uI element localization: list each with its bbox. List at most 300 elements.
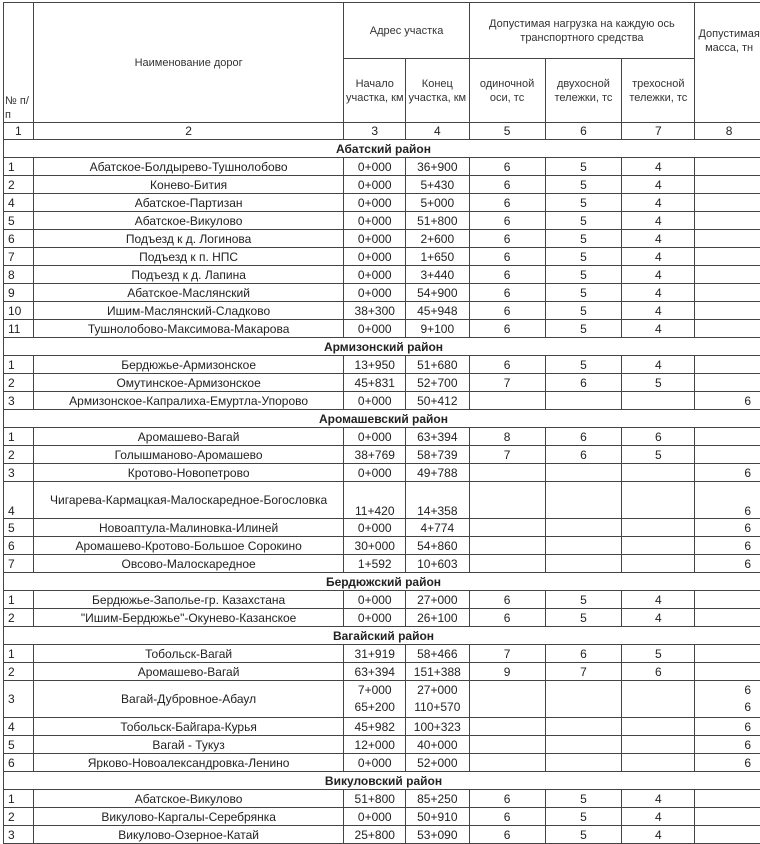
road-name: Аромашево-Вагай xyxy=(33,428,344,446)
table-row xyxy=(4,537,760,555)
double-axle-load xyxy=(545,754,622,772)
triple-axle-load xyxy=(622,519,695,537)
table-row xyxy=(4,826,760,844)
road-name: Ишим-Маслянский-Сладково xyxy=(33,302,344,320)
triple-axle-load xyxy=(622,736,695,754)
permitted-mass xyxy=(695,826,760,844)
start-km: 0+000 xyxy=(344,212,406,230)
row-number: 2 xyxy=(4,808,34,826)
triple-axle-load xyxy=(622,754,695,772)
single-axle-load xyxy=(469,392,545,410)
triple-axle-load: 4 xyxy=(622,266,695,284)
end-km: 54+860 xyxy=(406,537,470,555)
row-number: 1 xyxy=(4,428,34,446)
triple-axle-load xyxy=(622,537,695,555)
double-axle-load xyxy=(545,482,622,519)
start-km: 0+000 xyxy=(344,266,406,284)
permitted-mass xyxy=(695,320,760,338)
single-axle-load: 7 xyxy=(469,645,545,663)
table-row xyxy=(4,555,760,573)
end-km: 100+323 xyxy=(406,718,470,736)
single-axle-load xyxy=(469,718,545,736)
road-name: Тобольск-Вагай xyxy=(33,645,344,663)
table-row xyxy=(4,356,760,374)
permitted-mass xyxy=(695,663,760,681)
permitted-mass: 6 xyxy=(695,519,760,537)
end-km: 10+603 xyxy=(406,555,470,573)
header-road-name: Наименование дорог xyxy=(33,3,344,123)
triple-axle-load xyxy=(622,555,695,573)
start-km: 25+800 xyxy=(344,826,406,844)
triple-axle-load: 5 xyxy=(622,446,695,464)
region-title: Бердюжский район xyxy=(4,573,760,591)
row-number: 3 xyxy=(4,392,34,410)
column-index: 5 xyxy=(469,123,545,140)
column-index: 4 xyxy=(406,123,470,140)
single-axle-load: 6 xyxy=(469,158,545,176)
double-axle-load: 5 xyxy=(545,790,622,808)
triple-axle-load: 6 xyxy=(622,663,695,681)
region-header xyxy=(4,772,760,790)
table-row xyxy=(4,736,760,754)
permitted-mass: 6 xyxy=(695,482,760,519)
region-title: Викуловский район xyxy=(4,772,760,790)
road-name: Вагай-Дубровное-Абаул xyxy=(33,681,344,718)
end-km: 4+774 xyxy=(406,519,470,537)
double-axle-load: 5 xyxy=(545,158,622,176)
end-km: 58+466 xyxy=(406,645,470,663)
single-axle-load: 8 xyxy=(469,428,545,446)
permitted-mass xyxy=(695,176,760,194)
permitted-mass xyxy=(695,302,760,320)
table-row xyxy=(4,790,760,808)
triple-axle-load: 4 xyxy=(622,790,695,808)
triple-axle-load: 4 xyxy=(622,609,695,627)
header-axle-load: Допустимая нагрузка на каждую ось транспортного средства xyxy=(469,3,695,59)
region-title: Вагайский район xyxy=(4,627,760,645)
double-axle-load xyxy=(545,681,622,718)
single-axle-load xyxy=(469,555,545,573)
road-name: Викулово-Каргалы-Серебрянка xyxy=(33,808,344,826)
region-title: Абатский район xyxy=(4,140,760,158)
table-row xyxy=(4,754,760,772)
permitted-mass xyxy=(695,266,760,284)
start-km: 30+000 xyxy=(344,537,406,555)
end-km: 52+700 xyxy=(406,374,470,392)
row-number: 5 xyxy=(4,519,34,537)
road-name: Аромашево-Кротово-Большое Сорокино xyxy=(33,537,344,555)
road-name: Подъезд к п. НПС xyxy=(33,248,344,266)
triple-axle-load: 4 xyxy=(622,320,695,338)
permitted-mass xyxy=(695,230,760,248)
region-header xyxy=(4,627,760,645)
single-axle-load: 6 xyxy=(469,230,545,248)
start-km: 0+000 xyxy=(344,230,406,248)
column-index: 3 xyxy=(344,123,406,140)
triple-axle-load xyxy=(622,681,695,718)
column-index: 6 xyxy=(545,123,622,140)
single-axle-load: 6 xyxy=(469,176,545,194)
start-km: 0+000 xyxy=(344,176,406,194)
single-axle-load: 7 xyxy=(469,374,545,392)
permitted-mass xyxy=(695,158,760,176)
row-number: 1 xyxy=(4,645,34,663)
double-axle-load: 5 xyxy=(545,320,622,338)
double-axle-load: 6 xyxy=(545,374,622,392)
end-km: 14+358 xyxy=(406,482,470,519)
table-row xyxy=(4,248,760,266)
table-row xyxy=(4,663,760,681)
triple-axle-load: 4 xyxy=(622,591,695,609)
single-axle-load: 7 xyxy=(469,446,545,464)
triple-axle-load: 4 xyxy=(622,248,695,266)
road-name: "Ишим-Бердюжье"-Окунево-Казанское xyxy=(33,609,344,627)
double-axle-load: 5 xyxy=(545,212,622,230)
road-name: Подъезд к д. Логинова xyxy=(33,230,344,248)
single-axle-load xyxy=(469,482,545,519)
permitted-mass: 6 xyxy=(695,392,760,410)
road-name: Аромашево-Вагай xyxy=(33,663,344,681)
table-row xyxy=(4,808,760,826)
row-number: 7 xyxy=(4,248,34,266)
table-row xyxy=(4,302,760,320)
end-km: 63+394 xyxy=(406,428,470,446)
start-km: 1+592 xyxy=(344,555,406,573)
table-row xyxy=(4,320,760,338)
end-km: 40+000 xyxy=(406,736,470,754)
region-header xyxy=(4,338,760,356)
row-number: 4 xyxy=(4,718,34,736)
end-km: 53+090 xyxy=(406,826,470,844)
end-km: 50+412 xyxy=(406,392,470,410)
row-number: 2 xyxy=(4,609,34,627)
permitted-mass xyxy=(695,808,760,826)
end-km: 51+800 xyxy=(406,212,470,230)
start-km: 0+000 xyxy=(344,320,406,338)
double-axle-load xyxy=(545,718,622,736)
permitted-mass: 6 xyxy=(695,464,760,482)
permitted-mass xyxy=(695,428,760,446)
row-number: 2 xyxy=(4,374,34,392)
road-name: Ярково-Новоалександровка-Ленино xyxy=(33,754,344,772)
start-km: 0+000 xyxy=(344,591,406,609)
start-km: 13+950 xyxy=(344,356,406,374)
road-name: Конево-Бития xyxy=(33,176,344,194)
row-number: 6 xyxy=(4,230,34,248)
single-axle-load: 6 xyxy=(469,212,545,230)
end-km: 49+788 xyxy=(406,464,470,482)
table-row xyxy=(4,212,760,230)
end-km: 9+100 xyxy=(406,320,470,338)
permitted-mass: 6 xyxy=(695,736,760,754)
road-name: Абатское-Викулово xyxy=(33,212,344,230)
road-name: Тобольск-Байгара-Курья xyxy=(33,718,344,736)
start-km: 7+000 65+200 xyxy=(344,681,406,718)
end-km: 50+910 xyxy=(406,808,470,826)
start-km: 31+919 xyxy=(344,645,406,663)
start-km: 0+000 xyxy=(344,808,406,826)
start-km: 45+831 xyxy=(344,374,406,392)
end-km: 85+250 xyxy=(406,790,470,808)
single-axle-load: 6 xyxy=(469,826,545,844)
single-axle-load: 6 xyxy=(469,302,545,320)
triple-axle-load: 5 xyxy=(622,645,695,663)
road-name: Армизонское-Капралиха-Емуртла-Упорово xyxy=(33,392,344,410)
permitted-mass xyxy=(695,194,760,212)
triple-axle-load: 4 xyxy=(622,158,695,176)
double-axle-load xyxy=(545,392,622,410)
double-axle-load: 5 xyxy=(545,302,622,320)
row-number: 11 xyxy=(4,320,34,338)
road-name: Омутинское-Армизонское xyxy=(33,374,344,392)
triple-axle-load xyxy=(622,718,695,736)
triple-axle-load xyxy=(622,482,695,519)
single-axle-load xyxy=(469,754,545,772)
header-address: Адрес участка xyxy=(344,3,469,59)
road-name: Вагай - Тукуз xyxy=(33,736,344,754)
row-number: 9 xyxy=(4,284,34,302)
triple-axle-load: 4 xyxy=(622,194,695,212)
triple-axle-load: 4 xyxy=(622,284,695,302)
single-axle-load xyxy=(469,519,545,537)
triple-axle-load xyxy=(622,464,695,482)
start-km: 0+000 xyxy=(344,609,406,627)
triple-axle-load: 5 xyxy=(622,374,695,392)
table-row xyxy=(4,158,760,176)
start-km: 63+394 xyxy=(344,663,406,681)
region-header xyxy=(4,140,760,158)
permitted-mass xyxy=(695,790,760,808)
row-number: 6 xyxy=(4,754,34,772)
start-km: 0+000 xyxy=(344,248,406,266)
road-load-document xyxy=(3,2,760,844)
double-axle-load xyxy=(545,537,622,555)
table-row xyxy=(4,194,760,212)
table-row xyxy=(4,591,760,609)
row-number: 4 xyxy=(4,482,34,519)
permitted-mass: 6 xyxy=(695,537,760,555)
row-number: 4 xyxy=(4,194,34,212)
road-name: Бердюжье-Заполье-гр. Казахстана xyxy=(33,591,344,609)
row-number: 2 xyxy=(4,176,34,194)
road-name: Абатское-Маслянский xyxy=(33,284,344,302)
single-axle-load: 6 xyxy=(469,248,545,266)
end-km: 5+000 xyxy=(406,194,470,212)
single-axle-load xyxy=(469,537,545,555)
start-km: 12+000 xyxy=(344,736,406,754)
double-axle-load: 5 xyxy=(545,591,622,609)
row-number: 2 xyxy=(4,663,34,681)
road-name: Голышманово-Аромашево xyxy=(33,446,344,464)
end-km: 36+900 xyxy=(406,158,470,176)
row-number: 6 xyxy=(4,537,34,555)
single-axle-load: 6 xyxy=(469,320,545,338)
road-name: Абатское-Болдырево-Тушнолобово xyxy=(33,158,344,176)
triple-axle-load: 4 xyxy=(622,356,695,374)
table-row xyxy=(4,519,760,537)
row-number: 1 xyxy=(4,356,34,374)
single-axle-load: 6 xyxy=(469,609,545,627)
region-header xyxy=(4,573,760,591)
start-km: 0+000 xyxy=(344,158,406,176)
single-axle-load: 9 xyxy=(469,663,545,681)
triple-axle-load: 4 xyxy=(622,808,695,826)
end-km: 2+600 xyxy=(406,230,470,248)
single-axle-load: 6 xyxy=(469,266,545,284)
end-km: 26+100 xyxy=(406,609,470,627)
start-km: 0+000 xyxy=(344,464,406,482)
row-number: 1 xyxy=(4,591,34,609)
header-end-km: Конец участка, км xyxy=(406,59,470,123)
road-name: Тушнолобово-Максимова-Макарова xyxy=(33,320,344,338)
start-km: 38+300 xyxy=(344,302,406,320)
end-km: 27+000 xyxy=(406,591,470,609)
row-number: 7 xyxy=(4,555,34,573)
header-start-km: Начало участка, км xyxy=(344,59,406,123)
row-number: 8 xyxy=(4,266,34,284)
end-km: 151+388 xyxy=(406,663,470,681)
table-row xyxy=(4,681,760,718)
row-number: 10 xyxy=(4,302,34,320)
double-axle-load: 5 xyxy=(545,230,622,248)
double-axle-load: 5 xyxy=(545,356,622,374)
double-axle-load: 5 xyxy=(545,176,622,194)
double-axle-load xyxy=(545,555,622,573)
table-row xyxy=(4,645,760,663)
permitted-mass xyxy=(695,446,760,464)
single-axle-load xyxy=(469,681,545,718)
permitted-mass: 6 xyxy=(695,754,760,772)
table-row xyxy=(4,392,760,410)
table-row xyxy=(4,374,760,392)
table-row xyxy=(4,230,760,248)
region-title: Аромашевский район xyxy=(4,410,760,428)
triple-axle-load: 4 xyxy=(622,826,695,844)
header-triple-axle: трехосной тележки, тс xyxy=(622,59,695,123)
column-index: 8 xyxy=(695,123,760,140)
road-name: Кротово-Новопетрово xyxy=(33,464,344,482)
end-km: 51+680 xyxy=(406,356,470,374)
single-axle-load: 6 xyxy=(469,356,545,374)
table-body xyxy=(4,140,760,844)
permitted-mass xyxy=(695,591,760,609)
road-name: Овсово-Малоскаредное xyxy=(33,555,344,573)
end-km: 52+000 xyxy=(406,754,470,772)
end-km: 54+900 xyxy=(406,284,470,302)
row-number: 3 xyxy=(4,826,34,844)
road-name: Абатское-Партизан xyxy=(33,194,344,212)
double-axle-load: 5 xyxy=(545,248,622,266)
end-km: 5+430 xyxy=(406,176,470,194)
road-name: Викулово-Озерное-Катай xyxy=(33,826,344,844)
row-number: 2 xyxy=(4,446,34,464)
double-axle-load: 5 xyxy=(545,826,622,844)
double-axle-load: 6 xyxy=(545,645,622,663)
triple-axle-load: 4 xyxy=(622,212,695,230)
start-km: 38+769 xyxy=(344,446,406,464)
double-axle-load: 6 xyxy=(545,428,622,446)
row-number: 5 xyxy=(4,212,34,230)
start-km: 0+000 xyxy=(344,284,406,302)
double-axle-load: 5 xyxy=(545,194,622,212)
double-axle-load xyxy=(545,464,622,482)
end-km: 3+440 xyxy=(406,266,470,284)
triple-axle-load: 4 xyxy=(622,302,695,320)
column-index: 2 xyxy=(33,123,344,140)
double-axle-load: 7 xyxy=(545,663,622,681)
table-row xyxy=(4,428,760,446)
double-axle-load: 5 xyxy=(545,266,622,284)
region-title: Армизонский район xyxy=(4,338,760,356)
row-number: 5 xyxy=(4,736,34,754)
start-km: 0+000 xyxy=(344,194,406,212)
column-index-row xyxy=(4,123,760,140)
single-axle-load: 6 xyxy=(469,808,545,826)
start-km: 0+000 xyxy=(344,754,406,772)
header-single-axle: одиночной оси, тс xyxy=(469,59,545,123)
triple-axle-load: 4 xyxy=(622,230,695,248)
table-row xyxy=(4,464,760,482)
row-number: 3 xyxy=(4,464,34,482)
header-number: № п/п xyxy=(4,3,34,123)
start-km: 45+982 xyxy=(344,718,406,736)
table-row xyxy=(4,284,760,302)
end-km: 27+000 110+570 xyxy=(406,681,470,718)
start-km: 0+000 xyxy=(344,428,406,446)
road-load-table xyxy=(3,2,760,844)
column-index: 1 xyxy=(4,123,34,140)
table-row xyxy=(4,176,760,194)
header-double-axle: двухосной тележки, тс xyxy=(545,59,622,123)
triple-axle-load: 6 xyxy=(622,428,695,446)
double-axle-load xyxy=(545,736,622,754)
start-km: 0+000 xyxy=(344,519,406,537)
end-km: 1+650 xyxy=(406,248,470,266)
road-name: Подъезд к д. Лапина xyxy=(33,266,344,284)
single-axle-load: 6 xyxy=(469,284,545,302)
single-axle-load: 6 xyxy=(469,194,545,212)
start-km: 51+800 xyxy=(344,790,406,808)
row-number: 3 xyxy=(4,681,34,718)
permitted-mass xyxy=(695,374,760,392)
road-name: Чигарева-Кармацкая-Малоскаредное-Богословка xyxy=(33,482,344,519)
permitted-mass xyxy=(695,609,760,627)
single-axle-load xyxy=(469,464,545,482)
column-index: 7 xyxy=(622,123,695,140)
triple-axle-load xyxy=(622,392,695,410)
single-axle-load: 6 xyxy=(469,591,545,609)
row-number: 1 xyxy=(4,790,34,808)
header-permitted-mass: Допустимая масса, тн xyxy=(695,3,760,123)
double-axle-load: 5 xyxy=(545,284,622,302)
permitted-mass xyxy=(695,645,760,663)
double-axle-load: 5 xyxy=(545,609,622,627)
permitted-mass: 6 xyxy=(695,718,760,736)
end-km: 58+739 xyxy=(406,446,470,464)
single-axle-load xyxy=(469,736,545,754)
triple-axle-load: 4 xyxy=(622,176,695,194)
table-row xyxy=(4,718,760,736)
double-axle-load: 5 xyxy=(545,808,622,826)
start-km: 0+000 xyxy=(344,392,406,410)
permitted-mass: 6 6 xyxy=(695,681,760,718)
permitted-mass xyxy=(695,212,760,230)
table-row xyxy=(4,446,760,464)
permitted-mass xyxy=(695,284,760,302)
row-number: 1 xyxy=(4,158,34,176)
road-name: Бердюжье-Армизонское xyxy=(33,356,344,374)
permitted-mass: 6 xyxy=(695,555,760,573)
